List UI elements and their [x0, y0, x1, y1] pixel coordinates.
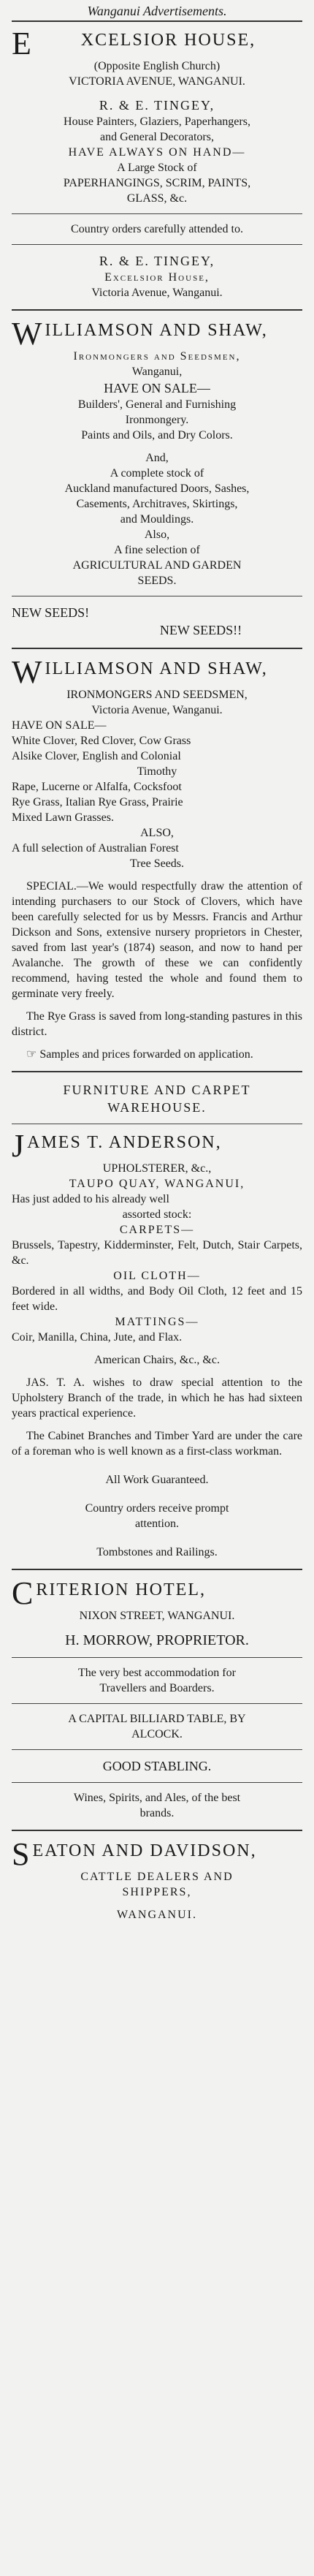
- ad-signature: R. & E. TINGEY,: [99, 254, 215, 268]
- drop-cap: E: [12, 26, 31, 61]
- ad-title: [12, 654, 302, 690]
- ad-line: CATTLE DEALERS AND: [80, 1871, 234, 1883]
- newspaper-column: [7, 0, 307, 1925]
- ad-williamson-shaw-2: [12, 654, 302, 1062]
- ad-line: A fine selection of: [114, 544, 200, 556]
- ad-line: Builders', General and Furnishing: [77, 398, 237, 411]
- ad-title-rest: AMES T. ANDERSON,: [27, 1133, 222, 1152]
- ad-line: American Chairs, &c., &c.: [94, 1354, 220, 1366]
- ad-williamson-shaw-1: [12, 316, 302, 639]
- ad-line: Wines, Spirits, and Ales, of the best: [73, 1792, 241, 1804]
- ad-title-rest: EATON AND DAVIDSON,: [32, 1841, 257, 1860]
- ad-line: Paints and Oils, and Dry Colors.: [81, 429, 233, 442]
- ad-line: assorted stock:: [122, 1208, 192, 1221]
- ad-line: (Opposite English Church): [93, 60, 221, 72]
- ad-line: A full selection of Australian Forest: [12, 842, 179, 855]
- ad-line: A complete stock of: [110, 467, 204, 480]
- ad-line: House Painters, Glaziers, Paperhangers,: [64, 115, 250, 128]
- ad-seaton-davidson: [12, 1836, 302, 1922]
- drop-cap: J: [12, 1128, 25, 1164]
- ad-line: TAUPO QUAY, WANGANUI,: [69, 1178, 245, 1190]
- drop-cap: W: [12, 654, 42, 690]
- drop-cap: S: [12, 1836, 30, 1872]
- ad-anderson: [12, 1081, 302, 1560]
- ad-paragraph: ☞ Samples and prices forwarded on application.: [26, 1048, 253, 1061]
- ad-title-rest: ILLIAMSON AND SHAW,: [45, 659, 268, 678]
- ad-line: Country orders carefully attended to.: [71, 223, 243, 235]
- ad-line: Rye Grass, Italian Rye Grass, Prairie: [12, 796, 183, 808]
- ad-line: All Work Guaranteed.: [105, 1474, 209, 1486]
- ad-line: Alsike Clover, English and Colonial: [12, 750, 181, 762]
- ad-title: [12, 1128, 302, 1164]
- ad-line: ALSO,: [140, 827, 174, 839]
- ad-line: CARPETS—: [119, 1224, 195, 1236]
- ad-line: WANGANUI.: [117, 1909, 197, 1921]
- ad-line: Travellers and Boarders.: [99, 1682, 215, 1694]
- ad-banner: WAREHOUSE.: [107, 1100, 207, 1115]
- ad-line: attention.: [135, 1518, 179, 1530]
- ad-line: And,: [145, 452, 169, 464]
- ad-line: Excelsior House,: [104, 271, 210, 284]
- ad-line: NEW SEEDS!: [12, 605, 90, 620]
- ad-title-rest: RITERION HOTEL,: [36, 1580, 206, 1599]
- ad-banner: FURNITURE AND CARPET: [63, 1083, 251, 1097]
- ad-line: A CAPITAL BILLIARD TABLE, BY: [68, 1713, 246, 1725]
- ad-title: [12, 1575, 302, 1611]
- ad-title: [12, 26, 302, 61]
- ad-line: Victoria Avenue, Wanganui.: [91, 704, 223, 716]
- ad-paragraph: SPECIAL.—We would respectfully draw the attention of intending purchasers to our Stock of Clovers, which have been carefully selected for us by Messrs. Francis and Arthur Dickson and Sons, extensive nursery proprietors in Chester, saved from last year's (1874) season, and now to hand per Avalanche. The growth of these we can confidently recommend, having tested the whole and found them to germinate very freely.: [12, 880, 302, 1000]
- ad-line: and General Decorators,: [100, 131, 214, 143]
- ad-line: HAVE ALWAYS ON HAND—: [68, 146, 246, 159]
- ad-line: Wanganui,: [131, 365, 183, 378]
- ad-line: VICTORIA AVENUE, WANGANUI.: [69, 75, 245, 88]
- ad-line: AGRICULTURAL AND GARDEN: [72, 559, 242, 572]
- ad-line: Mixed Lawn Grasses.: [12, 811, 114, 824]
- ad-name: R. & E. TINGEY,: [99, 98, 215, 113]
- ad-title: [12, 316, 302, 352]
- ad-line: NEW SEEDS!!: [159, 623, 242, 637]
- ad-line: GOOD STABLING.: [102, 1759, 212, 1773]
- page-header: Wanganui Advertisements.: [12, 3, 302, 22]
- drop-cap: C: [12, 1575, 34, 1611]
- ad-line: A Large Stock of: [117, 162, 197, 174]
- ad-line: Auckland manufactured Doors, Sashes,: [64, 482, 250, 495]
- ad-line: H. MORROW, PROPRIETOR.: [65, 1632, 249, 1648]
- ad-line: Rape, Lucerne or Alfalfa, Cocksfoot: [12, 781, 182, 793]
- ad-line: Ironmongers and Seedsmen,: [73, 350, 241, 363]
- ad-line: Also,: [144, 529, 170, 541]
- ad-line: Has just added to his already well: [12, 1193, 169, 1205]
- ad-line: brands.: [139, 1807, 175, 1819]
- ad-line: The very best accommodation for: [78, 1667, 236, 1679]
- ad-line: SEEDS.: [137, 575, 177, 587]
- ad-title: [12, 1836, 302, 1872]
- ad-line: Casements, Architraves, Skirtings,: [76, 498, 238, 510]
- ad-excelsior-house: [12, 26, 302, 300]
- ad-line: Timothy: [137, 765, 177, 778]
- ad-line: MATTINGS—: [115, 1316, 199, 1328]
- ad-paragraph: Coir, Manilla, China, Jute, and Flax.: [12, 1331, 183, 1344]
- ad-line: Victoria Avenue, Wanganui.: [91, 287, 223, 299]
- ad-paragraph: Brussels, Tapestry, Kidderminster, Felt, Dutch, Stair Carpets, &c.: [12, 1239, 302, 1267]
- ad-line: IRONMONGERS AND SEEDSMEN,: [66, 689, 248, 701]
- ad-criterion-hotel: [12, 1575, 302, 1821]
- ad-line: HAVE ON SALE—: [104, 381, 210, 395]
- ad-paragraph: The Cabinet Branches and Timber Yard are under the care of a foreman who is well known as a first-class workman.: [12, 1430, 302, 1458]
- ad-paragraph: JAS. T. A. wishes to draw special attention to the Upholstery Branch of the trade, in which he has had sixteen years practical experience.: [12, 1376, 302, 1420]
- ad-line: Tombstones and Railings.: [96, 1546, 218, 1558]
- ad-line: ALCOCK.: [131, 1728, 183, 1740]
- ad-line: UPHOLSTERER, &c.,: [102, 1162, 212, 1175]
- ad-line: OIL CLOTH—: [113, 1270, 201, 1282]
- ad-paragraph: Bordered in all widths, and Body Oil Cloth, 12 feet and 15 feet wide.: [12, 1285, 302, 1313]
- ad-line: Tree Seeds.: [129, 857, 185, 870]
- ad-line: and Mouldings.: [120, 513, 194, 526]
- ad-title-rest: ILLIAMSON AND SHAW,: [45, 321, 268, 340]
- ad-line: NIXON STREET, WANGANUI.: [79, 1610, 235, 1622]
- ad-line: Country orders receive prompt: [85, 1502, 229, 1515]
- ad-title-rest: XCELSIOR HOUSE,: [80, 31, 256, 50]
- ad-line: Ironmongery.: [125, 414, 189, 426]
- ad-line: HAVE ON SALE—: [12, 719, 107, 732]
- ad-line: SHIPPERS,: [122, 1886, 192, 1898]
- ad-line: White Clover, Red Clover, Cow Grass: [12, 735, 191, 747]
- drop-cap: W: [12, 316, 42, 352]
- ad-line: GLASS, &c.: [126, 192, 188, 205]
- ad-paragraph: The Rye Grass is saved from long-standing pastures in this district.: [12, 1010, 302, 1038]
- ad-line: PAPERHANGINGS, SCRIM, PAINTS,: [63, 177, 251, 189]
